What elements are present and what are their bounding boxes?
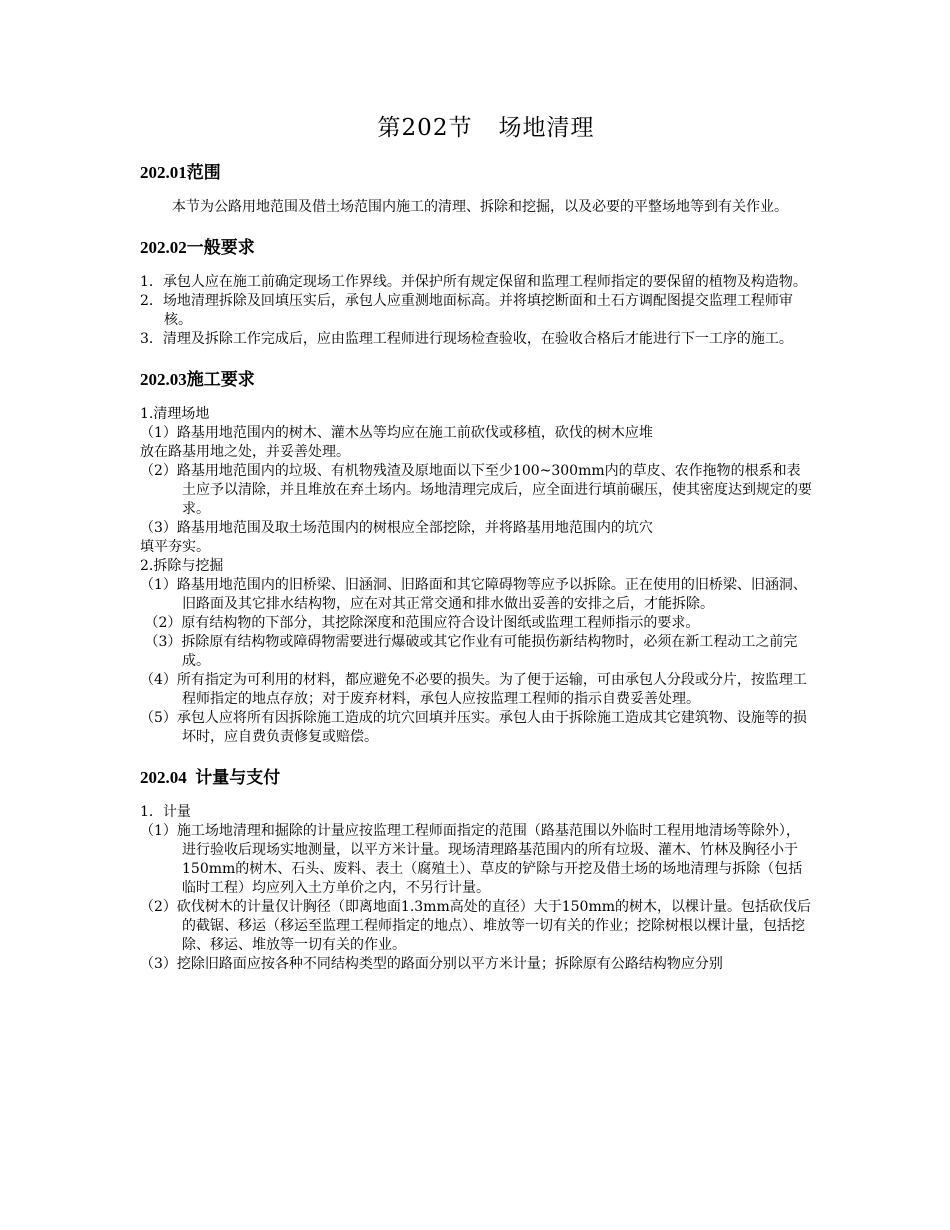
heading-general-requirements: 202.02一般要求: [140, 238, 255, 257]
list-item: 2．场地清理拆除及回填压实后，承包人应重测地面标高。并将填挖断面和土石方调配图提交监理工程师审核。: [140, 293, 793, 328]
demolition-item-3: （3）拆除原有结构物或障碍物需要进行爆破或其它作业有可能损伤新结构物时，必须在新工程动工之前完成。: [140, 634, 798, 669]
measurement-item-3: （3）挖除旧路面应按各种不同结构类型的路面分别以平方米计量；拆除原有公路结构物应分别: [140, 956, 723, 972]
heading-construction-requirements: 202.03施工要求: [140, 370, 255, 389]
heading-scope: 202.01范围: [140, 163, 221, 182]
clearing-item-3-line-1: （3）路基用地范围及取土场范围内的树根应全部挖除，并将路基用地范围内的坑穴: [140, 520, 653, 536]
clearing-item-3-line-2: 填平夯实。: [140, 539, 210, 555]
demolition-item-2: （2）原有结构物的下部分，其挖除深度和范围应符合设计图纸或监理工程师指示的要求。: [140, 615, 700, 631]
general-requirements-list: [140, 273, 812, 349]
measurement-item-1: （1）施工场地清理和掘除的计量应按监理工程师面指定的范围（路基范围以外临时工程用地清场等除外），进行验收后现场实地测量，以平方米计量。现场清理路基范围内的所有垃圾、灌木、竹林及胸径小于150mm的树木、石头、废料、表土（腐殖土）、草皮的铲除与开挖及借土场的场地清理与拆除（包括临时工程）均应列入土方单价之内，不另行计量。: [140, 823, 803, 896]
subheading-demolition: 2.拆除与挖掘: [140, 558, 224, 574]
section-name: 场地清理: [498, 115, 595, 141]
measurement-body: [140, 803, 812, 974]
subheading-measurement: 1．计量: [140, 804, 191, 820]
demolition-item-5: （5）承包人应将所有因拆除施工造成的坑穴回填并压实。承包人由于拆除施工造成其它建筑物、设施等的损坏时，应自费负责修复或赔偿。: [140, 710, 807, 745]
measurement-item-2: （2）砍伐树木的计量仅计胸径（即离地面1.3mm高处的直径）大于150mm的树木，以棵计量。包括砍伐后的截锯、移运（移运至监理工程师指定的地点）、堆放等一切有关的作业；挖除树根以棵计量，包括挖除、移运、堆放等一切有关的作业。: [140, 899, 811, 953]
subheading-site-clearing: 1.清理场地: [140, 406, 210, 422]
clearing-item-1-line-1: （1）路基用地范围内的树木、灌木丛等均应在施工前砍伐或移植，砍伐的树木应堆: [140, 425, 653, 441]
section-title: [140, 112, 812, 144]
demolition-item-1: （1）路基用地范围内的旧桥梁、旧涵洞、旧路面和其它障碍物等应予以拆除。正在使用的旧桥梁、旧涵洞、旧路面及其它排水结构物，应在对其正常交通和排水做出妥善的安排之后，才能拆除。: [140, 577, 807, 612]
clearing-item-1-line-2: 放在路基用地之处，并妥善处理。: [140, 444, 350, 460]
demolition-item-4: （4）所有指定为可利用的材料，都应避免不必要的损失。为了便于运输，可由承包人分段或分片，按监理工程师指定的地点存放；对于废弃材料，承包人应按监理工程师的指示自费妥善处理。: [140, 672, 807, 707]
section-number: 第202节: [377, 115, 473, 141]
list-item: 1．承包人应在施工前确定现场工作界线。并保护所有规定保留和监理工程师指定的要保留的植物及构造物。: [140, 274, 807, 290]
scope-paragraph: 本节为公路用地范围及借土场范围内施工的清理、拆除和挖掘，以及必要的平整场地等到有关作业。: [172, 199, 788, 215]
heading-measurement-payment: 202.04 计量与支付: [140, 768, 281, 787]
list-item: 3．清理及拆除工作完成后，应由监理工程师进行现场检查验收，在验收合格后才能进行下一工序的施工。: [140, 331, 793, 347]
construction-requirements-body: [140, 405, 812, 747]
clearing-item-2: （2）路基用地范围内的垃圾、有机物残渣及原地面以下至少100~300mm内的草皮、农作拖物的根系和表土应予以清除，并且堆放在弃土场内。场地清理完成后，应全面进行填前碾压，使其密度达到规定的要求。: [140, 463, 812, 517]
